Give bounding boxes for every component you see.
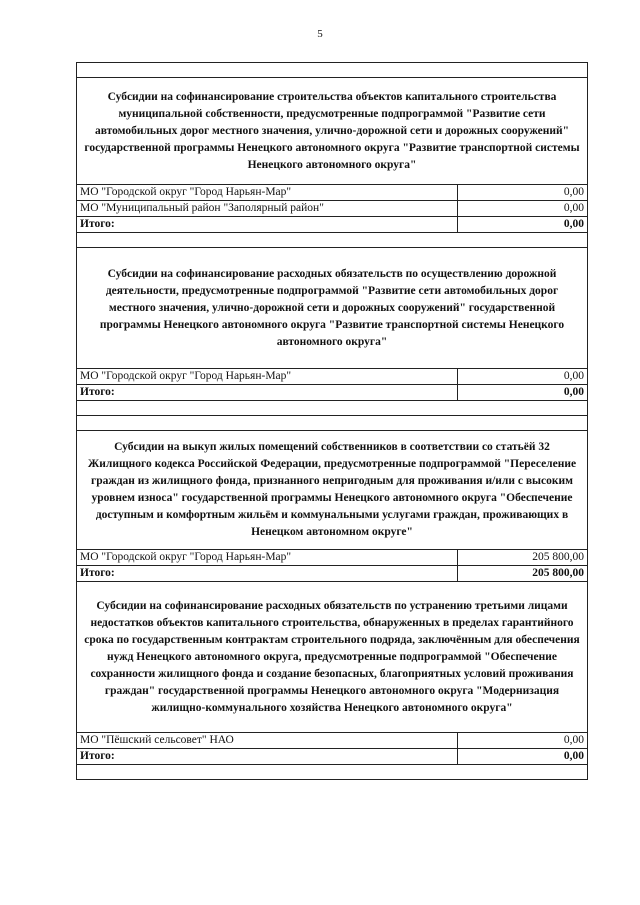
- amount-value: 0,00: [458, 369, 588, 385]
- amount-value: 0,00: [458, 733, 588, 749]
- total-value: 0,00: [458, 217, 588, 233]
- spacer-row: [77, 63, 588, 78]
- municipality-name: МО "Пёшский сельсовет" НАО: [77, 733, 458, 749]
- total-label: Итого:: [77, 749, 458, 765]
- table-row: [77, 201, 588, 217]
- section-heading-row: [77, 78, 588, 185]
- municipality-name: МО "Городской округ "Город Нарьян-Мар": [77, 185, 458, 201]
- table-row: [77, 550, 588, 566]
- table-row: [77, 369, 588, 385]
- total-value: 205 800,00: [458, 566, 588, 582]
- total-value: 0,00: [458, 385, 588, 401]
- section-heading-row: [77, 431, 588, 550]
- spacer-row: [77, 233, 588, 248]
- total-label: Итого:: [77, 385, 458, 401]
- amount-value: 0,00: [458, 185, 588, 201]
- table-row: [77, 185, 588, 201]
- section-heading: Субсидии на выкуп жилых помещений собственников в соответствии со статьёй 32 Жилищного кодекса Российской Федерации, предусмотренные подпрограммой "Переселение граждан из жилищного фонда, признанного непригодным для проживания и/или с высоким уровнем износа" государственной программы Ненецкого автономного округа "Обеспечение доступным и комфортным жильём и коммунальными услугами граждан, проживающих в Ненецком автономном округе": [77, 431, 588, 550]
- page-number: 5: [317, 28, 323, 40]
- spacer-row: [77, 416, 588, 431]
- total-row: [77, 749, 588, 765]
- section-heading: Субсидии на софинансирование расходных обязательств по устранению третьими лицами недостатков объектов капитального строительства, обнаруженных в пределах гарантийного срока по государственным контрактам строительного подряда, заключённым для обеспечения нужд Ненецкого автономного округа, предусмотренные подпрограммой "Обеспечение сохранности жилищного фонда и создание безопасных, благоприятных условий проживания граждан" государственной программы Ненецкого автономного округа "Модернизация жилищно-коммунального хозяйства Ненецкого автономного округа": [77, 582, 588, 733]
- subsidy-table: [76, 62, 588, 780]
- total-row: [77, 566, 588, 582]
- municipality-name: МО "Городской округ "Город Нарьян-Мар": [77, 369, 458, 385]
- total-row: [77, 217, 588, 233]
- amount-value: 205 800,00: [458, 550, 588, 566]
- spacer-row: [77, 401, 588, 416]
- table-row: [77, 733, 588, 749]
- amount-value: 0,00: [458, 201, 588, 217]
- section-heading: Субсидии на софинансирование строительства объектов капитального строительства муниципальной собственности, предусмотренные подпрограммой "Развитие сети автомобильных дорог местного значения, улично-дорожной сети и дорожных сооружений" государственной программы Ненецкого автономного округа "Развитие транспортной системы Ненецкого автономного округа": [77, 78, 588, 185]
- section-heading-row: [77, 248, 588, 369]
- total-label: Итого:: [77, 217, 458, 233]
- total-label: Итого:: [77, 566, 458, 582]
- municipality-name: МО "Муниципальный район "Заполярный район": [77, 201, 458, 217]
- municipality-name: МО "Городской округ "Город Нарьян-Мар": [77, 550, 458, 566]
- total-row: [77, 385, 588, 401]
- section-heading-row: [77, 582, 588, 733]
- spacer-row: [77, 765, 588, 780]
- total-value: 0,00: [458, 749, 588, 765]
- section-heading: Субсидии на софинансирование расходных обязательств по осуществлению дорожной деятельности, предусмотренные подпрограммой "Развитие сети автомобильных дорог местного значения, улично-дорожной сети и дорожных сооружений" государственной программы Ненецкого автономного округа "Развитие транспортной системы Ненецкого автономного округа": [77, 248, 588, 369]
